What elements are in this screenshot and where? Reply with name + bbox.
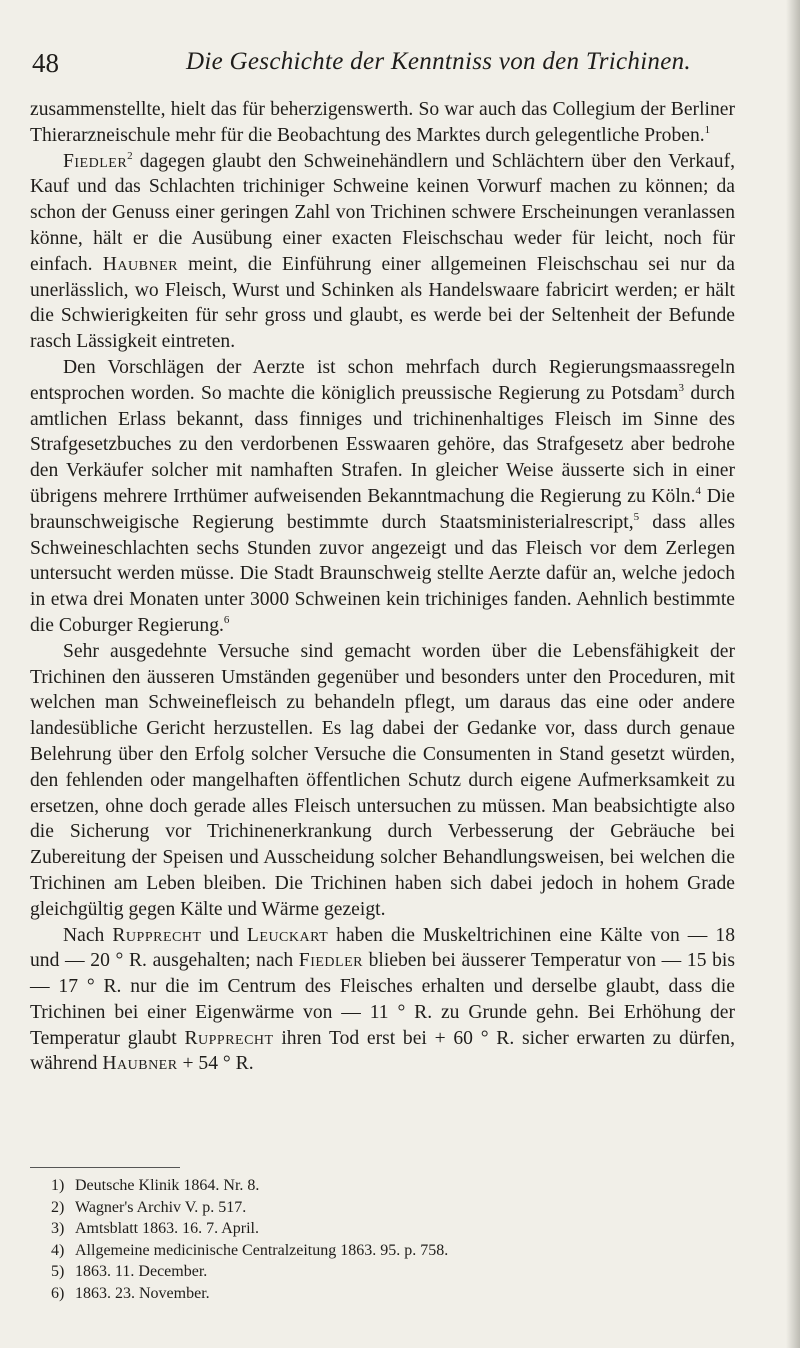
page-number: 48	[32, 48, 59, 78]
footnote-text: Deutsche Klinik 1864. Nr. 8.	[75, 1177, 260, 1194]
text-run: + 54 ° R.	[177, 1053, 254, 1075]
text-run: Sehr ausgedehnte Versuche sind gemacht worden über die Lebensfähigkeit der Trichinen den äusseren Umständen gegenüber und besonders unter den Proceduren, mit welchen man Schweinefleisch zu behandeln pflegt, um daraus das eine oder andere landesübliche Gericht herzustellen. Es lag dabei der Gedanke vor, dass durch genaue Belehrung über den Erfolg solcher Versuche die Consumenten in Stand gesetzt würden, den fehlenden oder mangelhaften öffentlichen Schutz durch eigene Aufmerksamkeit zu ersetzen, ohne doch gerade alles Fleisch untersuchen zu müssen. Man beabsichtigte also die Sicherung vor Trichinenerkrankung durch Verbesserung der Gebräuche bei Zubereitung der Speisen und Ausscheidung solcher Behandlungsweisen, bei welchen die Trichinen am Leben bleiben. Die Trichinen haben sich dabei jedoch in hohem Grade gleichgültig gegen Kälte und Wärme gezeigt.	[30, 640, 735, 920]
paragraph	[30, 97, 735, 149]
footnote-number: 3)	[51, 1220, 65, 1237]
footnote	[51, 1197, 691, 1219]
footnote-text: Allgemeine medicinische Centralzeitung 1863. 95. p. 758.	[75, 1241, 449, 1259]
author-name: Rupprecht	[112, 924, 202, 946]
footnote-reference: 4	[695, 484, 701, 497]
footnote-number: 2)	[51, 1198, 65, 1216]
page-header	[30, 44, 730, 84]
footnote-number: 6)	[51, 1284, 65, 1302]
body-text	[30, 97, 735, 1077]
paragraph	[30, 639, 735, 923]
author-name: Rupprecht	[184, 1027, 274, 1049]
running-title: Die Geschichte der Kenntniss von den Trichinen.	[186, 48, 691, 75]
footnote	[51, 1218, 691, 1240]
text-run: durch amtlichen Erlass bekannt, dass finniges und trichinenhaltiges Fleisch im Sinne des Strafgesetzbuches zu den verdorbenen Esswaaren gehöre, das Strafgesetz aber bedrohe den Verkäufer solcher mit namhaften Strafen. In gleicher Weise äusserte sich in einer übrigens mehrere Irrthümer aufweisenden Bekanntmachung die Regierung zu Köln.	[30, 382, 735, 507]
footnote-reference: 5	[633, 510, 640, 523]
footnotes	[51, 1175, 691, 1304]
text-run: dass alles Schweineschlachten sechs Stunden zuvor angezeigt und das Fleisch vor dem Zerlegen untersucht werden müsse. Die Stadt Braunschweig stellte Aerzte dafür an, welche jedoch in etwa drei Monaten unter 3000 Schweinen kein trichiniges fanden. Aehnlich bestimmte die Coburger Regierung.	[30, 511, 735, 636]
text-run: dagegen glaubt den Schweinehändlern und Schlächtern über den Verkauf, Kauf und das Schlachten trichiniger Schweine keinen Vorwurf machen zu können; da schon der Genuss einer geringen Zahl von Trichinen schwere Erscheinungen veranlassen könne, hält er die Ausübung einer exacten Fleischschau weder für leicht, noch für einfach.	[30, 150, 735, 275]
paragraph	[30, 355, 735, 639]
footnote	[51, 1240, 691, 1262]
footnote-text: 1863. 23. November.	[75, 1284, 210, 1302]
footnote-number: 5)	[51, 1263, 65, 1280]
footnote-text: 1863. 11. December.	[75, 1263, 208, 1280]
author-name: Fiedler	[63, 150, 128, 172]
footnote-reference: 2	[127, 149, 133, 162]
author-name: Leuckart	[246, 924, 329, 946]
footnote-number: 4)	[51, 1241, 65, 1259]
text-run: blieben bei äusserer Temperatur von — 15 bis — 17 ° R. nur die im Centrum des Fleisches erhalten und derselbe glaubt, dass die Trichinen bei einer Eigenwärme von — 11 ° R. zu Grunde gehn. Bei Erhöhung der Temperatur glaubt	[30, 950, 736, 1049]
author-name: Haubner	[102, 1053, 178, 1075]
text-run: Den Vorschlägen der Aerzte ist schon mehrfach durch Regierungsmaassregeln entsprochen worden. So machte die königlich preussische Regierung zu Potsdam	[30, 356, 735, 404]
text-run: Die braunschweigische Regierung bestimmte durch Staatsministerialrescript,	[30, 485, 735, 533]
page-edge-shadow	[786, 0, 800, 1348]
footnote-text: Amtsblatt 1863. 16. 7. April.	[75, 1220, 259, 1237]
author-name: Haubner	[102, 253, 178, 275]
footnote	[51, 1175, 691, 1197]
text-run: ihren Tod erst bei + 60 ° R. sicher erwarten zu dürfen, während	[30, 1027, 735, 1075]
footnote-number: 1)	[51, 1177, 65, 1194]
author-name: Fiedler	[298, 950, 363, 972]
text-run: meint, die Einführung einer allgemeinen Fleischschau sei nur da unerlässlich, wo Fleisch, Wurst und Schinken als Handelswaare fabricirt werden; er hält die Schwierigkeiten für sehr gross und glaubt, es werde bei der Seltenheit der Befunde rasch Lässigkeit eintreten.	[30, 253, 735, 353]
footnote-reference: 3	[678, 381, 685, 394]
paragraph	[30, 149, 735, 355]
text-run: haben die Muskeltrichinen eine Kälte von — 18 und — 20 ° R. ausgehalten; nach	[30, 924, 735, 972]
text-run: Nach	[63, 924, 113, 946]
footnote	[51, 1283, 691, 1305]
paragraph	[30, 923, 735, 1078]
footnote-reference: 6	[223, 613, 230, 626]
footnote-rule	[30, 1167, 180, 1168]
footnote-reference: 1	[704, 123, 711, 136]
text-run: und	[201, 924, 247, 946]
footnote	[51, 1261, 691, 1283]
text-run: zusammenstellte, hielt das für beherzigenswerth. So war auch das Collegium der Berliner Thierarzneischule mehr für die Beobachtung des Marktes durch gelegentliche Proben.	[30, 99, 735, 146]
footnote-text: Wagner's Archiv V. p. 517.	[75, 1198, 247, 1216]
